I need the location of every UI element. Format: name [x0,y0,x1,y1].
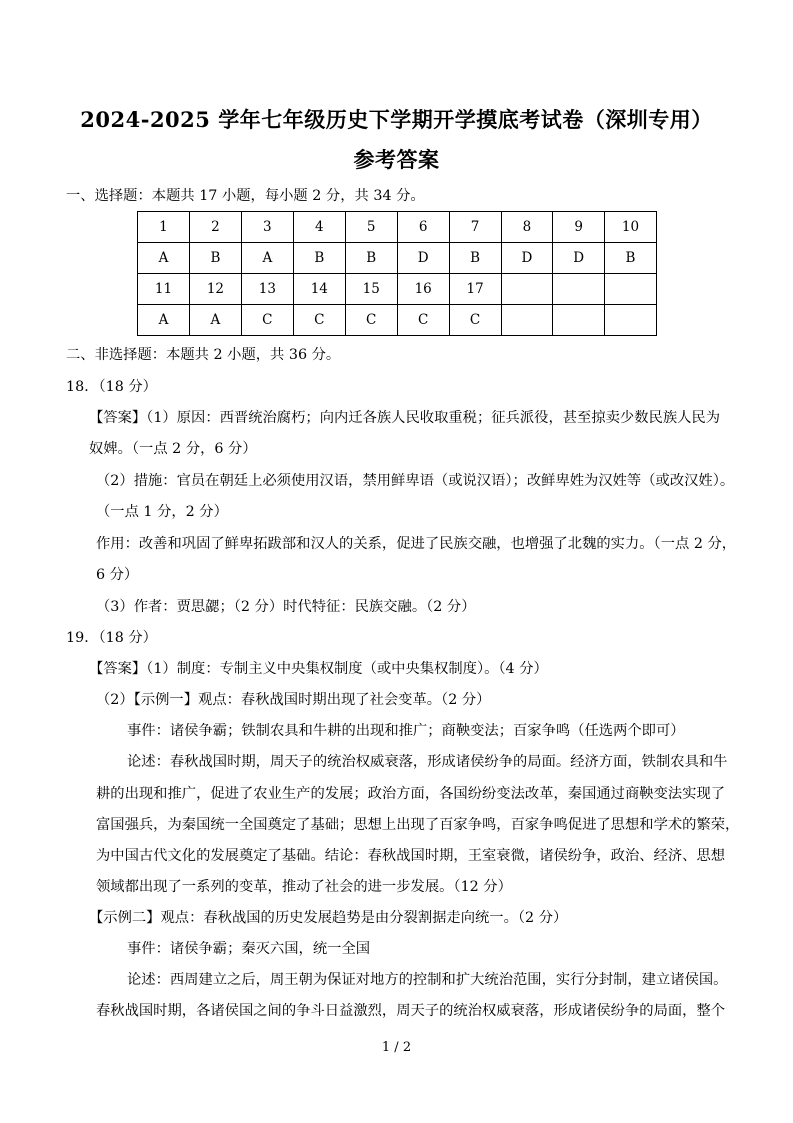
answer-table-row [138,305,657,336]
section-1-heading: 一、选择题：本题共 17 小题，每小题 2 分，共 34 分。 [66,188,425,204]
question-number-cell: 6 [397,212,449,243]
answer-table [137,211,657,336]
q18-answer-2-effect-cont: 6 分） [96,567,139,583]
answer-cell: C [241,305,293,336]
answer-cell: C [397,305,449,336]
q19-example-2-events: 事件：诸侯争霸；秦灭六国，统一全国 [127,941,371,957]
question-number-cell: 17 [449,274,501,305]
question-number-cell: 9 [553,212,605,243]
answer-cell: B [189,243,241,274]
answer-cell: D [553,243,605,274]
answer-table-row [138,274,657,305]
answer-cell [501,305,553,336]
section-2-heading: 二、非选择题：本题共 2 小题，共 36 分。 [66,347,341,363]
question-number-cell [501,274,553,305]
question-number-cell: 16 [397,274,449,305]
answer-cell: D [397,243,449,274]
answer-cell [605,305,657,336]
answer-cell: C [449,305,501,336]
q19-example-1-argument-3: 富国强兵，为秦国统一全国奠定了基础；思想上出现了百家争鸣，百家争鸣促进了思想和学术的繁荣， [96,817,740,833]
answer-cell: A [138,243,190,274]
question-18-heading: 18．（18 分） [66,379,157,395]
question-19-heading: 19．（18 分） [66,630,157,646]
question-number-cell: 3 [241,212,293,243]
question-number-cell: 12 [189,274,241,305]
q18-answer-2-effect: 作用：改善和巩固了鲜卑拓跋部和汉人的关系，促进了民族交融，也增强了北魏的实力。（一点 2 分， [96,536,737,552]
page-title: 2024-2025 学年七年级历史下学期开学摸底考试卷（深圳专用） [80,107,713,132]
answer-cell [553,305,605,336]
answer-table-row [138,212,657,243]
q19-answer-1: 【答案】（1）制度：专制主义中央集权制度（或中央集权制度）。（4 分） [89,661,548,677]
answer-cell: A [189,305,241,336]
answer-cell: B [293,243,345,274]
question-number-cell [553,274,605,305]
q19-example-2-argument: 论述：西周建立之后，周王朝为保证对地方的控制和扩大统治范围，实行分封制，建立诸侯国。 [127,972,728,988]
question-number-cell: 8 [501,212,553,243]
q18-answer-2-score: （一点 1 分，2 分） [96,504,228,520]
page-subtitle: 参考答案 [353,147,440,172]
q19-example-1-events: 事件：诸侯争霸；铁制农具和牛耕的出现和推广；商鞅变法；百家争鸣（任选两个即可） [127,723,685,739]
answer-table-row [138,243,657,274]
question-number-cell: 13 [241,274,293,305]
q18-answer-2: （2）措施：官员在朝廷上必须使用汉语，禁用鲜卑语（或说汉语）；改鲜卑姓为汉姓等（或改汉姓）。 [96,473,735,489]
q19-example-2: 【示例二】观点：春秋战国的历史发展趋势是由分裂割据走向统一。（2 分） [89,910,568,926]
q19-example-1-argument-2: 耕的出现和推广，促进了农业生产的发展；政治方面，各国纷纷变法改革，秦国通过商鞅变法实现了 [96,786,726,802]
question-number-cell: 7 [449,212,501,243]
answer-cell: B [449,243,501,274]
answer-cell: D [501,243,553,274]
q19-example-1-argument-5: 领域都出现了一系列的变革，推动了社会的进一步发展。（12 分） [96,879,512,895]
page-number: 1 / 2 [381,1040,412,1055]
question-number-cell: 4 [293,212,345,243]
q19-example-2-argument-2: 春秋战国时期，各诸侯国之间的争斗日益激烈，周天子的统治权威衰落，形成诸侯纷争的局面，整个 [96,1003,726,1019]
answer-cell: A [241,243,293,274]
question-number-cell: 1 [138,212,190,243]
q19-example-1: （2）【示例一】观点：春秋战国时期出现了社会变革。（2 分） [96,692,491,708]
q18-answer-3: （3）作者：贾思勰；（2 分）时代特征：民族交融。（2 分） [96,599,476,615]
question-number-cell: 14 [293,274,345,305]
answer-cell: B [605,243,657,274]
q19-example-1-argument-4: 为中国古代文化的发展奠定了基础。结论：春秋战国时期，王室衰微，诸侯纷争，政治、经济、思想 [96,848,726,864]
answer-cell: B [345,243,397,274]
q18-answer-1-cont: 奴婢。（一点 2 分，6 分） [89,441,257,457]
question-number-cell: 15 [345,274,397,305]
answer-cell: C [293,305,345,336]
question-number-cell [605,274,657,305]
question-number-cell: 2 [189,212,241,243]
q18-answer-1: 【答案】（1）原因：西晋统治腐朽；向内迁各族人民收取重税；征兵派役，甚至掠卖少数民族人民为 [89,410,721,426]
answer-cell: A [138,305,190,336]
question-number-cell: 5 [345,212,397,243]
question-number-cell: 10 [605,212,657,243]
question-number-cell: 11 [138,274,190,305]
answer-cell: C [345,305,397,336]
q19-example-1-argument: 论述：春秋战国时期，周天子的统治权威衰落，形成诸侯纷争的局面。经济方面，铁制农具和牛 [127,754,728,770]
